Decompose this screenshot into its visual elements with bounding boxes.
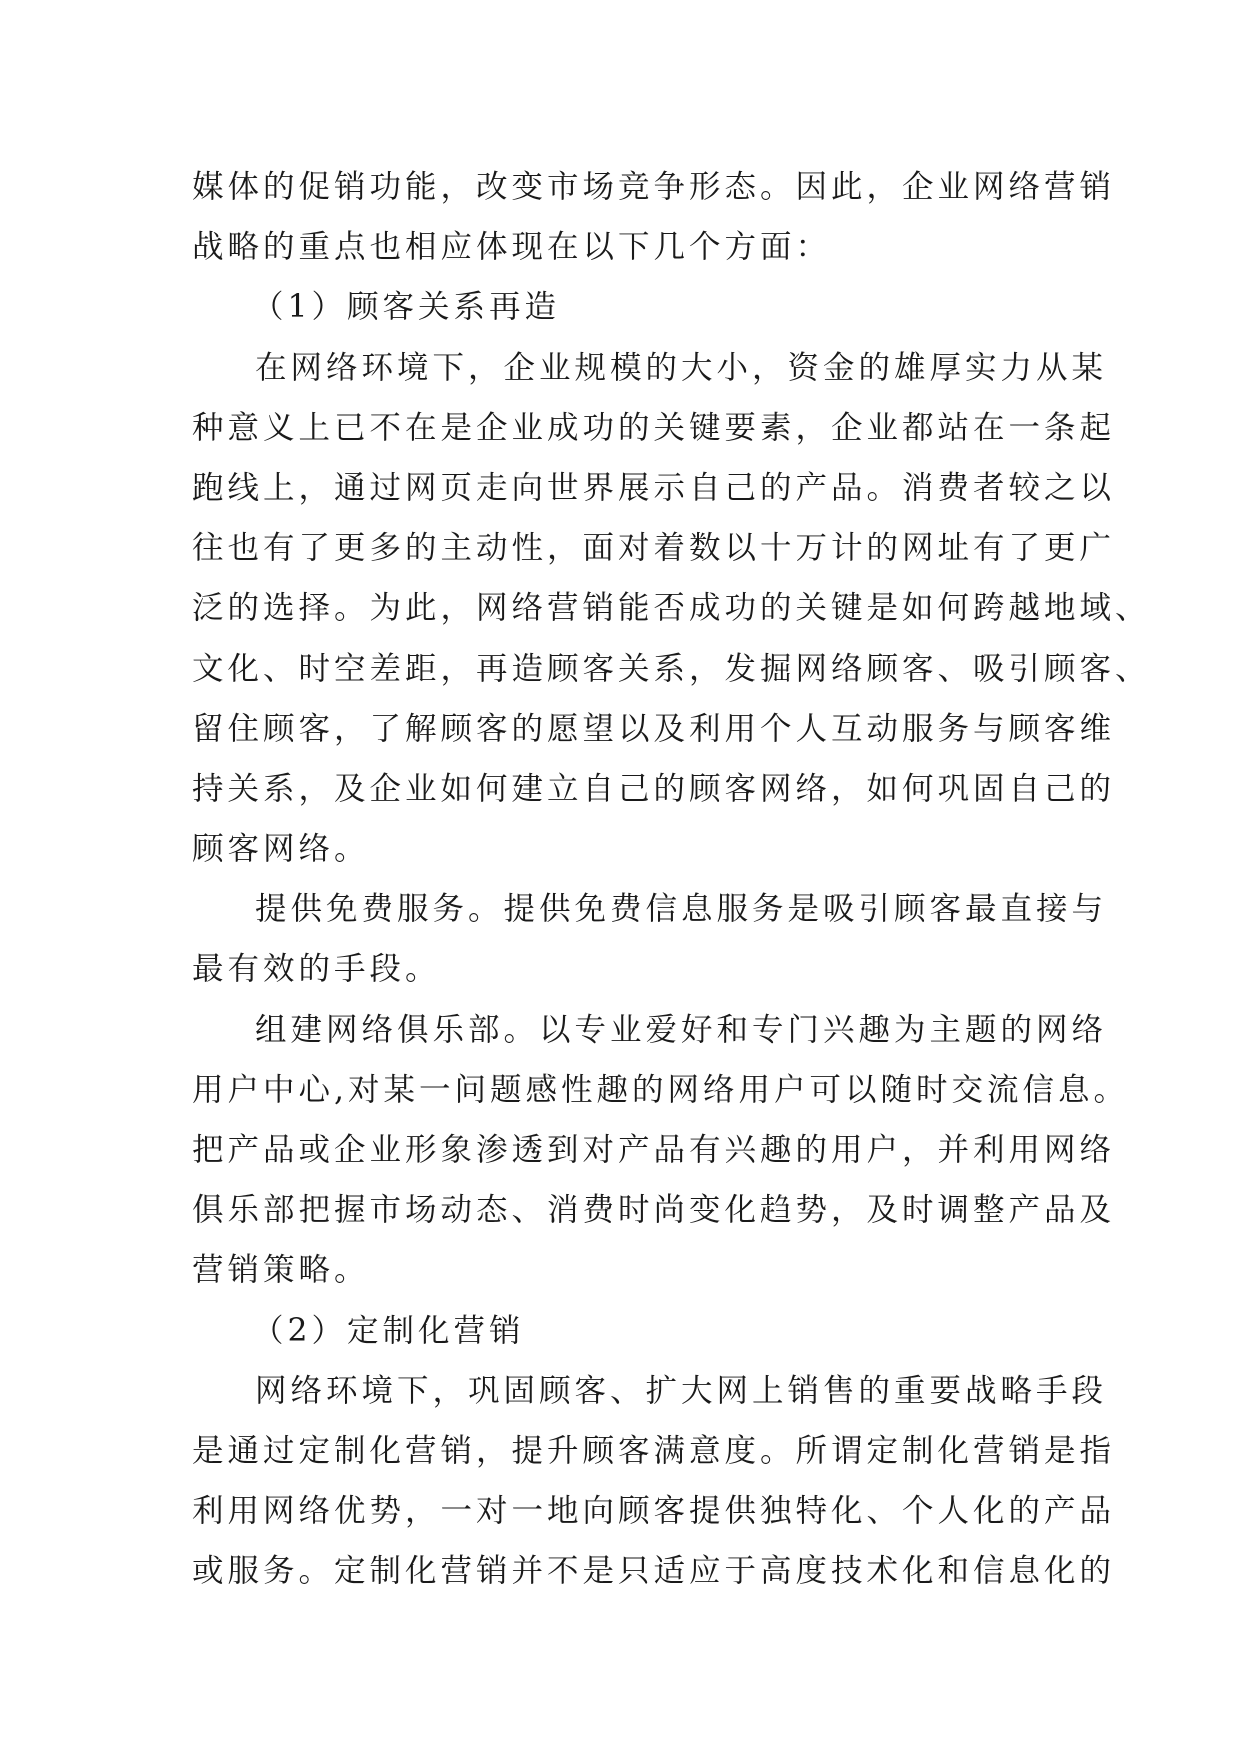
paragraph-start: 网络环境下，巩固顾客、扩大网上销售的重要战略手段	[255, 1372, 1108, 1409]
text-line: 是通过定制化营销，提升顾客满意度。所谓定制化营销是指	[192, 1432, 1116, 1469]
text-line: 媒体的促销功能，改变市场竞争形态。因此，企业网络营销	[192, 169, 1116, 205]
paragraph-start: 组建网络俱乐部。以专业爱好和专门兴趣为主题的网络	[255, 1011, 1108, 1048]
text-line: 文化、时空差距，再造顾客关系，发掘网络顾客、吸引顾客、	[192, 650, 1151, 687]
document-page	[192, 157, 1151, 1602]
text-line: 利用网络优势，一对一地向顾客提供独特化、个人化的产品	[192, 1493, 1116, 1530]
text-line: 战略的重点也相应体现在以下几个方面：	[192, 229, 832, 266]
text-line: 跑线上，通过网页走向世界展示自己的产品。消费者较之以	[192, 469, 1116, 506]
text-line: 营销策略。	[192, 1252, 370, 1289]
section-heading: （1）顾客关系再造	[252, 289, 561, 326]
text-line: 种意义上已不在是企业成功的关键要素，企业都站在一条起	[192, 409, 1116, 446]
text-line: 俱乐部把握市场动态、消费时尚变化趋势，及时调整产品及	[192, 1192, 1116, 1229]
text-line: 持关系，及企业如何建立自己的顾客网络，如何巩固自己的	[192, 770, 1116, 807]
paragraph-start: 提供免费服务。提供免费信息服务是吸引顾客最直接与	[255, 891, 1108, 928]
paragraph-start: 在网络环境下，企业规模的大小，资金的雄厚实力从某	[255, 349, 1108, 386]
text-line: 把产品或企业形象渗透到对产品有兴趣的用户，并利用网络	[192, 1132, 1116, 1168]
text-line: 往也有了更多的主动性，面对着数以十万计的网址有了更广	[192, 530, 1116, 567]
text-line: 最有效的手段。	[192, 951, 441, 988]
section-heading: （2）定制化营销	[252, 1312, 525, 1349]
text-line: 用户中心,对某一问题感性趣的网络用户可以随时交流信息。	[192, 1071, 1130, 1108]
text-line: 或服务。定制化营销并不是只适应于高度技术化和信息化的	[192, 1553, 1116, 1590]
text-line: 顾客网络。	[192, 831, 370, 868]
text-line: 泛的选择。为此，网络营销能否成功的关键是如何跨越地域、	[192, 590, 1151, 627]
text-line: 留住顾客，了解顾客的愿望以及利用个人互动服务与顾客维	[192, 710, 1116, 747]
